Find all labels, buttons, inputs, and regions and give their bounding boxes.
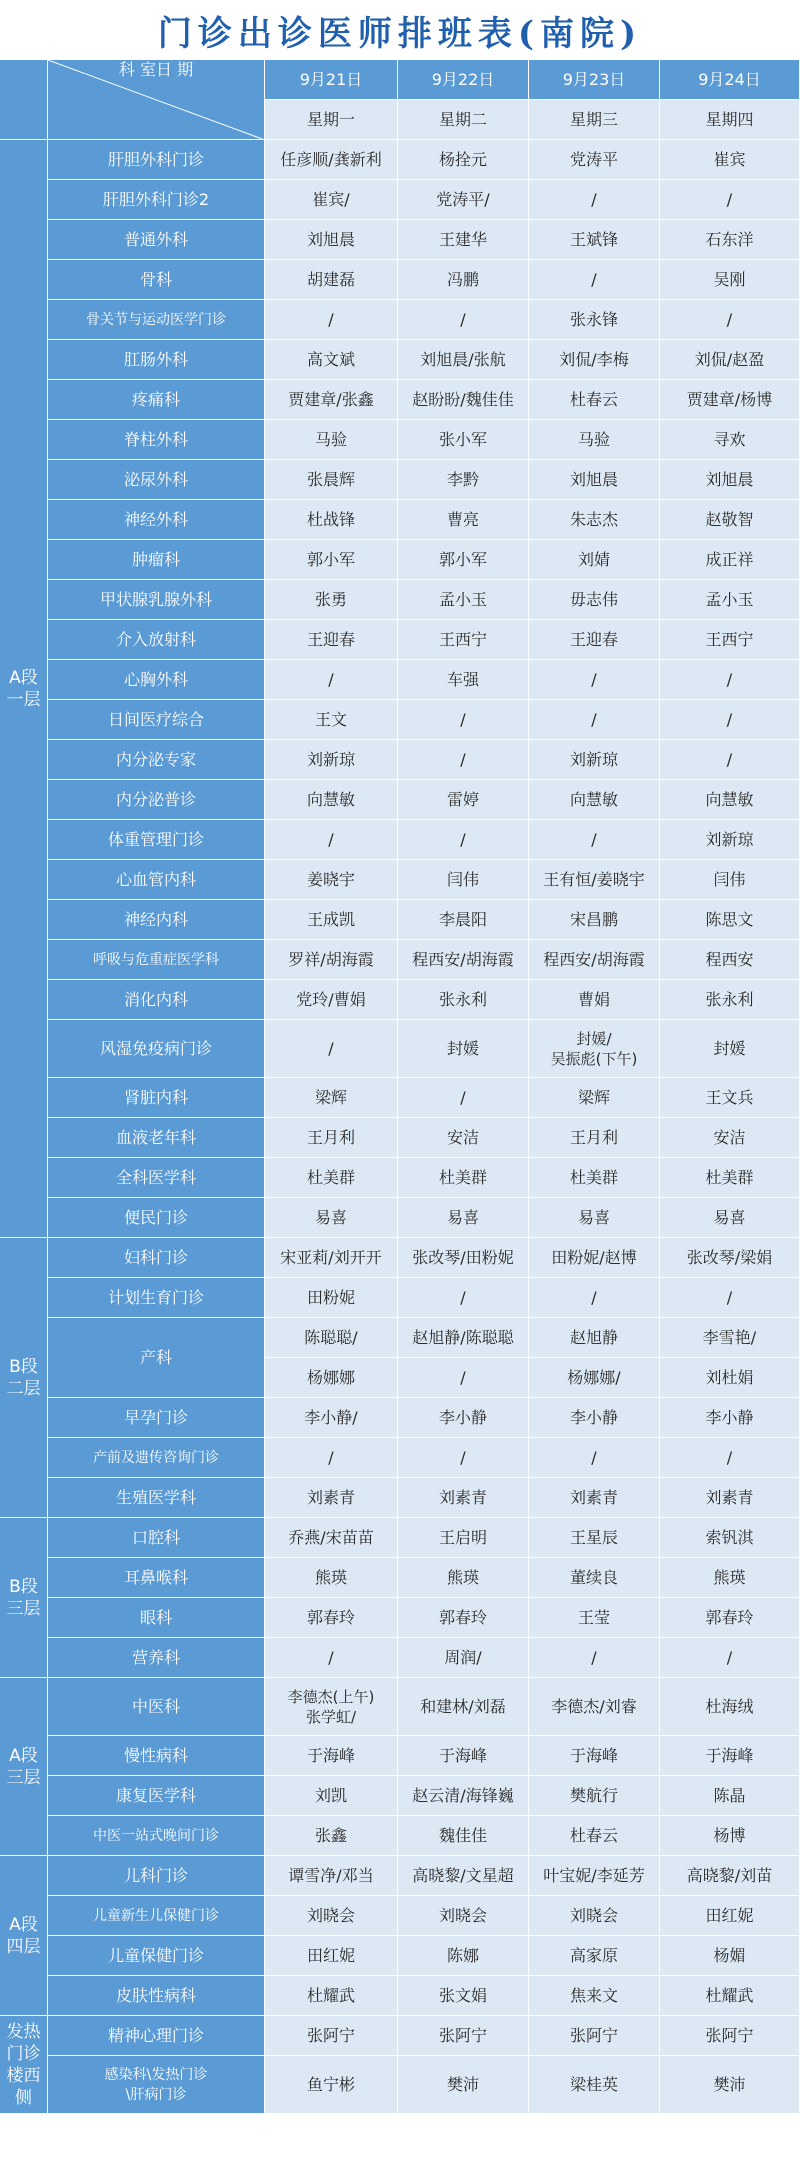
dept-name: 便民门诊 xyxy=(48,1198,265,1238)
schedule-cell: 朱志杰 xyxy=(529,500,660,540)
schedule-cell: 田粉妮 xyxy=(265,1278,398,1318)
schedule-cell: 马验 xyxy=(265,420,398,460)
schedule-cell: 杨拴元 xyxy=(398,140,529,180)
schedule-cell: 谭雪净/邓当 xyxy=(265,1856,398,1896)
schedule-cell: 魏佳佳 xyxy=(398,1816,529,1856)
schedule-cell: / xyxy=(398,700,529,740)
section-label: A段 三层 xyxy=(0,1678,48,1856)
schedule-cell: 刘素青 xyxy=(529,1478,660,1518)
schedule-cell: 闫伟 xyxy=(660,860,800,900)
schedule-cell: 李小静 xyxy=(529,1398,660,1438)
schedule-cell: 王建华 xyxy=(398,220,529,260)
schedule-cell: 刘婧 xyxy=(529,540,660,580)
dept-name: 康复医学科 xyxy=(48,1776,265,1816)
schedule-cell: 马验 xyxy=(529,420,660,460)
schedule-cell: / xyxy=(529,1638,660,1678)
dept-name: 肝胆外科门诊 xyxy=(48,140,265,180)
schedule-cell: 安洁 xyxy=(660,1118,800,1158)
schedule-cell: 陈思文 xyxy=(660,900,800,940)
schedule-cell: 于海峰 xyxy=(265,1736,398,1776)
schedule-cell: 刘素青 xyxy=(660,1478,800,1518)
dept-name: 产科 xyxy=(48,1318,265,1398)
schedule-cell: 高文斌 xyxy=(265,340,398,380)
dept-name: 日间医疗综合 xyxy=(48,700,265,740)
schedule-cell: 孟小玉 xyxy=(398,580,529,620)
schedule-cell: 易喜 xyxy=(529,1198,660,1238)
dept-name: 早孕门诊 xyxy=(48,1398,265,1438)
dept-name: 生殖医学科 xyxy=(48,1478,265,1518)
schedule-cell: 张改琴/梁娟 xyxy=(660,1238,800,1278)
schedule-cell: 王成凯 xyxy=(265,900,398,940)
schedule-cell: 熊瑛 xyxy=(660,1558,800,1598)
schedule-cell: 孟小玉 xyxy=(660,580,800,620)
schedule-cell: 崔宾 xyxy=(660,140,800,180)
schedule-cell: 高晓黎/文星超 xyxy=(398,1856,529,1896)
schedule-cell: 张晨辉 xyxy=(265,460,398,500)
schedule-cell: / xyxy=(529,180,660,220)
header-date: 9月24日 xyxy=(660,60,800,100)
dept-name: 介入放射科 xyxy=(48,620,265,660)
schedule-cell: 李小静 xyxy=(660,1398,800,1438)
schedule-cell: 樊航行 xyxy=(529,1776,660,1816)
schedule-cell: 王月利 xyxy=(265,1118,398,1158)
header-dept-label: 科 室 xyxy=(118,60,156,79)
schedule-cell: 杜春云 xyxy=(529,1816,660,1856)
dept-name: 妇科门诊 xyxy=(48,1238,265,1278)
header-date-label: 日 期 xyxy=(156,60,194,79)
schedule-cell: 田粉妮/赵博 xyxy=(529,1238,660,1278)
schedule-cell: 刘新琼 xyxy=(265,740,398,780)
schedule-cell: 杨娜娜/ xyxy=(529,1358,660,1398)
schedule-cell: 杨娜娜 xyxy=(265,1358,398,1398)
schedule-cell: 叶宝妮/李延芳 xyxy=(529,1856,660,1896)
schedule-cell: 向慧敏 xyxy=(529,780,660,820)
section-label: A段 一层 xyxy=(0,140,48,1238)
schedule-cell: 周润/ xyxy=(398,1638,529,1678)
dept-name: 儿童新生儿保健门诊 xyxy=(48,1896,265,1936)
schedule-cell: / xyxy=(660,180,800,220)
schedule-cell: 封媛 xyxy=(398,1020,529,1078)
schedule-cell: 李德杰(上午) 张学虹/ xyxy=(265,1678,398,1736)
schedule-cell: 刘旭晨 xyxy=(660,460,800,500)
schedule-cell: 王斌锋 xyxy=(529,220,660,260)
schedule-cell: 刘旭晨 xyxy=(529,460,660,500)
dept-name: 普通外科 xyxy=(48,220,265,260)
schedule-cell: 程西安/胡海霞 xyxy=(529,940,660,980)
dept-name: 精神心理门诊 xyxy=(48,2016,265,2056)
schedule-cell: 熊瑛 xyxy=(265,1558,398,1598)
schedule-cell: 田红妮 xyxy=(660,1896,800,1936)
dept-name: 皮肤性病科 xyxy=(48,1976,265,2016)
schedule-cell: / xyxy=(398,1078,529,1118)
schedule-cell: 李德杰/刘睿 xyxy=(529,1678,660,1736)
schedule-cell: 程西安/胡海霞 xyxy=(398,940,529,980)
schedule-cell: 毋志伟 xyxy=(529,580,660,620)
schedule-cell: 张阿宁 xyxy=(660,2016,800,2056)
schedule-cell: 郭春玲 xyxy=(265,1598,398,1638)
schedule-cell: / xyxy=(529,820,660,860)
schedule-cell: 封媛 xyxy=(660,1020,800,1078)
schedule-cell: 赵云清/海锋巍 xyxy=(398,1776,529,1816)
schedule-cell: / xyxy=(265,660,398,700)
dept-name: 感染科\发热门诊 \肝病门诊 xyxy=(48,2056,265,2114)
dept-name: 骨科 xyxy=(48,260,265,300)
schedule-cell: 张勇 xyxy=(265,580,398,620)
dept-name: 消化内科 xyxy=(48,980,265,1020)
schedule-cell: 李小静 xyxy=(398,1398,529,1438)
schedule-cell: 樊沛 xyxy=(398,2056,529,2114)
schedule-cell: 程西安 xyxy=(660,940,800,980)
dept-name: 产前及遗传咨询门诊 xyxy=(48,1438,265,1478)
schedule-cell: 党涛平 xyxy=(529,140,660,180)
dept-name: 疼痛科 xyxy=(48,380,265,420)
header-weekday: 星期二 xyxy=(398,100,529,140)
dept-name: 肛肠外科 xyxy=(48,340,265,380)
schedule-cell: 王迎春 xyxy=(529,620,660,660)
schedule-cell: 刘晓会 xyxy=(265,1896,398,1936)
page-title: 门诊出诊医师排班表(南院) xyxy=(157,13,643,54)
schedule-cell: 刘凯 xyxy=(265,1776,398,1816)
schedule-cell: 杜美群 xyxy=(265,1158,398,1198)
schedule-cell: 雷婷 xyxy=(398,780,529,820)
dept-name: 中医一站式晚间门诊 xyxy=(48,1816,265,1856)
schedule-cell: 张小军 xyxy=(398,420,529,460)
schedule-cell: / xyxy=(529,1438,660,1478)
dept-name: 全科医学科 xyxy=(48,1158,265,1198)
dept-name: 眼科 xyxy=(48,1598,265,1638)
schedule-cell: / xyxy=(265,1438,398,1478)
schedule-cell: 杜美群 xyxy=(398,1158,529,1198)
schedule-cell: 杜耀武 xyxy=(660,1976,800,2016)
schedule-cell: 杜耀武 xyxy=(265,1976,398,2016)
schedule-cell: 刘旭晨/张航 xyxy=(398,340,529,380)
schedule-cell: 张阿宁 xyxy=(265,2016,398,2056)
schedule-cell: 刘新琼 xyxy=(660,820,800,860)
dept-name: 肿瘤科 xyxy=(48,540,265,580)
schedule-cell: 李雪艳/ xyxy=(660,1318,800,1358)
schedule-cell: 和建林/刘磊 xyxy=(398,1678,529,1736)
schedule-cell: 刘杜娟 xyxy=(660,1358,800,1398)
section-label: 发热 门诊 楼西 侧 xyxy=(0,2016,48,2114)
schedule-cell: 高晓黎/刘苗 xyxy=(660,1856,800,1896)
dept-name: 心血管内科 xyxy=(48,860,265,900)
schedule-cell: / xyxy=(265,300,398,340)
schedule-cell: 王月利 xyxy=(529,1118,660,1158)
header-blank-cell xyxy=(0,60,48,140)
schedule-cell: 郭小军 xyxy=(398,540,529,580)
dept-name: 心胸外科 xyxy=(48,660,265,700)
schedule-cell: 赵敬智 xyxy=(660,500,800,540)
schedule-cell: 乔燕/宋苗苗 xyxy=(265,1518,398,1558)
dept-name: 儿童保健门诊 xyxy=(48,1936,265,1976)
schedule-cell: / xyxy=(660,700,800,740)
schedule-cell: 王西宁 xyxy=(398,620,529,660)
schedule-cell: 王文兵 xyxy=(660,1078,800,1118)
schedule-cell: 陈聪聪/ xyxy=(265,1318,398,1358)
schedule-cell: / xyxy=(660,1278,800,1318)
dept-name: 神经外科 xyxy=(48,500,265,540)
schedule-cell: / xyxy=(529,1278,660,1318)
schedule-cell: 高家原 xyxy=(529,1936,660,1976)
schedule-cell: / xyxy=(660,300,800,340)
schedule-cell: / xyxy=(398,1278,529,1318)
schedule-cell: 王莹 xyxy=(529,1598,660,1638)
schedule-cell: 成正祥 xyxy=(660,540,800,580)
schedule-cell: 刘侃/李梅 xyxy=(529,340,660,380)
schedule-cell: / xyxy=(398,820,529,860)
schedule-cell: 向慧敏 xyxy=(265,780,398,820)
schedule-cell: / xyxy=(660,1438,800,1478)
section-label: A段 四层 xyxy=(0,1856,48,2016)
dept-name: 泌尿外科 xyxy=(48,460,265,500)
dept-name: 骨关节与运动医学门诊 xyxy=(48,300,265,340)
schedule-cell: 王迎春 xyxy=(265,620,398,660)
dept-name: 体重管理门诊 xyxy=(48,820,265,860)
schedule-cell: 刘新琼 xyxy=(529,740,660,780)
schedule-cell: 张文娟 xyxy=(398,1976,529,2016)
schedule-cell: 郭小军 xyxy=(265,540,398,580)
schedule-cell: 宋亚莉/刘开开 xyxy=(265,1238,398,1278)
schedule-cell: 崔宾/ xyxy=(265,180,398,220)
schedule-cell: 梁辉 xyxy=(529,1078,660,1118)
schedule-cell: 车强 xyxy=(398,660,529,700)
schedule-cell: 于海峰 xyxy=(660,1736,800,1776)
schedule-cell: 杨博 xyxy=(660,1816,800,1856)
schedule-cell: 熊瑛 xyxy=(398,1558,529,1598)
schedule-cell: 石东洋 xyxy=(660,220,800,260)
schedule-cell: 李黔 xyxy=(398,460,529,500)
schedule-cell: 张阿宁 xyxy=(529,2016,660,2056)
header-date: 9月21日 xyxy=(265,60,398,100)
dept-name: 中医科 xyxy=(48,1678,265,1736)
schedule-cell: / xyxy=(265,1020,398,1078)
schedule-cell: 曹娟 xyxy=(529,980,660,1020)
schedule-cell: 寻欢 xyxy=(660,420,800,460)
dept-name: 甲状腺乳腺外科 xyxy=(48,580,265,620)
schedule-cell: 鱼宁彬 xyxy=(265,2056,398,2114)
section-label: B段 三层 xyxy=(0,1518,48,1678)
schedule-cell: 王启明 xyxy=(398,1518,529,1558)
schedule-cell: 于海峰 xyxy=(398,1736,529,1776)
schedule-cell: 王文 xyxy=(265,700,398,740)
dept-name: 儿科门诊 xyxy=(48,1856,265,1896)
schedule-cell: 向慧敏 xyxy=(660,780,800,820)
schedule-cell: 李晨阳 xyxy=(398,900,529,940)
schedule-cell: 张永锋 xyxy=(529,300,660,340)
dept-name: 慢性病科 xyxy=(48,1736,265,1776)
dept-name: 呼吸与危重症医学科 xyxy=(48,940,265,980)
schedule-cell: 闫伟 xyxy=(398,860,529,900)
schedule-cell: 郭春玲 xyxy=(398,1598,529,1638)
schedule-cell: 杜战锋 xyxy=(265,500,398,540)
header-weekday: 星期三 xyxy=(529,100,660,140)
header-corner-cell xyxy=(48,60,265,140)
schedule-cell: 于海峰 xyxy=(529,1736,660,1776)
schedule-cell: 刘旭晨 xyxy=(265,220,398,260)
schedule-cell: 宋昌鹏 xyxy=(529,900,660,940)
schedule-cell: / xyxy=(529,700,660,740)
schedule-cell: 杜海绒 xyxy=(660,1678,800,1736)
schedule-cell: 梁辉 xyxy=(265,1078,398,1118)
dept-name: 肝胆外科门诊2 xyxy=(48,180,265,220)
schedule-cell: 姜晓宇 xyxy=(265,860,398,900)
header-date: 9月23日 xyxy=(529,60,660,100)
schedule-cell: 易喜 xyxy=(265,1198,398,1238)
dept-name: 内分泌普诊 xyxy=(48,780,265,820)
schedule-cell: 樊沛 xyxy=(660,2056,800,2114)
schedule-cell: / xyxy=(265,820,398,860)
schedule-cell: 杜美群 xyxy=(529,1158,660,1198)
dept-name: 脊柱外科 xyxy=(48,420,265,460)
schedule-cell: 王西宁 xyxy=(660,620,800,660)
schedule-cell: 张改琴/田粉妮 xyxy=(398,1238,529,1278)
schedule-cell: 张阿宁 xyxy=(398,2016,529,2056)
dept-name: 内分泌专家 xyxy=(48,740,265,780)
schedule-cell: 杨媚 xyxy=(660,1936,800,1976)
header-diagonal-line xyxy=(48,60,265,140)
dept-name: 耳鼻喉科 xyxy=(48,1558,265,1598)
header-weekday: 星期四 xyxy=(660,100,800,140)
schedule-cell: 焦来文 xyxy=(529,1976,660,2016)
schedule-cell: 杜美群 xyxy=(660,1158,800,1198)
schedule-cell: / xyxy=(529,660,660,700)
schedule-cell: 刘晓会 xyxy=(529,1896,660,1936)
schedule-cell: / xyxy=(529,260,660,300)
schedule-cell: 易喜 xyxy=(660,1198,800,1238)
schedule-cell: 党涛平/ xyxy=(398,180,529,220)
schedule-cell: 党玲/曹娟 xyxy=(265,980,398,1020)
schedule-cell: / xyxy=(660,660,800,700)
schedule-cell: 曹亮 xyxy=(398,500,529,540)
schedule-cell: 董续良 xyxy=(529,1558,660,1598)
schedule-cell: 刘素青 xyxy=(398,1478,529,1518)
dept-name: 神经内科 xyxy=(48,900,265,940)
schedule-cell: 刘侃/赵盈 xyxy=(660,340,800,380)
schedule-cell: 陈晶 xyxy=(660,1776,800,1816)
dept-name: 口腔科 xyxy=(48,1518,265,1558)
schedule-cell: 张永利 xyxy=(398,980,529,1020)
schedule-cell: 任彦顺/龚新利 xyxy=(265,140,398,180)
schedule-cell: 刘素青 xyxy=(265,1478,398,1518)
schedule-cell: 封媛/ 吴振彪(下午) xyxy=(529,1020,660,1078)
schedule-cell: 胡建磊 xyxy=(265,260,398,300)
dept-name: 营养科 xyxy=(48,1638,265,1678)
schedule-cell: 张永利 xyxy=(660,980,800,1020)
schedule-cell: 郭春玲 xyxy=(660,1598,800,1638)
schedule-cell: 梁桂英 xyxy=(529,2056,660,2114)
dept-name: 计划生育门诊 xyxy=(48,1278,265,1318)
schedule-cell: 安洁 xyxy=(398,1118,529,1158)
header-weekday: 星期一 xyxy=(265,100,398,140)
schedule-cell: 赵旭静/陈聪聪 xyxy=(398,1318,529,1358)
schedule-cell: 索钒淇 xyxy=(660,1518,800,1558)
schedule-cell: 贾建章/张鑫 xyxy=(265,380,398,420)
schedule-cell: 王星辰 xyxy=(529,1518,660,1558)
dept-name: 风湿免疫病门诊 xyxy=(48,1020,265,1078)
schedule-cell: / xyxy=(398,300,529,340)
schedule-cell: 田红妮 xyxy=(265,1936,398,1976)
schedule-cell: 冯鹏 xyxy=(398,260,529,300)
schedule-cell: / xyxy=(398,1438,529,1478)
schedule-cell: / xyxy=(398,740,529,780)
schedule-cell: 刘晓会 xyxy=(398,1896,529,1936)
schedule-cell: 吴刚 xyxy=(660,260,800,300)
dept-name: 肾脏内科 xyxy=(48,1078,265,1118)
schedule-cell: 陈娜 xyxy=(398,1936,529,1976)
schedule-cell: 王有恒/姜晓宇 xyxy=(529,860,660,900)
schedule-cell: 杜春云 xyxy=(529,380,660,420)
schedule-cell: 罗祥/胡海霞 xyxy=(265,940,398,980)
dept-name: 血液老年科 xyxy=(48,1118,265,1158)
section-label: B段 二层 xyxy=(0,1238,48,1518)
header-date: 9月22日 xyxy=(398,60,529,100)
schedule-cell: / xyxy=(398,1358,529,1398)
schedule-cell: / xyxy=(660,740,800,780)
schedule-cell: / xyxy=(660,1638,800,1678)
schedule-cell: 贾建章/杨博 xyxy=(660,380,800,420)
schedule-cell: 易喜 xyxy=(398,1198,529,1238)
schedule-cell: 李小静/ xyxy=(265,1398,398,1438)
schedule-cell: 赵旭静 xyxy=(529,1318,660,1358)
schedule-cell: 张鑫 xyxy=(265,1816,398,1856)
schedule-table xyxy=(0,60,800,2162)
schedule-cell: 赵盼盼/魏佳佳 xyxy=(398,380,529,420)
schedule-cell: / xyxy=(265,1638,398,1678)
